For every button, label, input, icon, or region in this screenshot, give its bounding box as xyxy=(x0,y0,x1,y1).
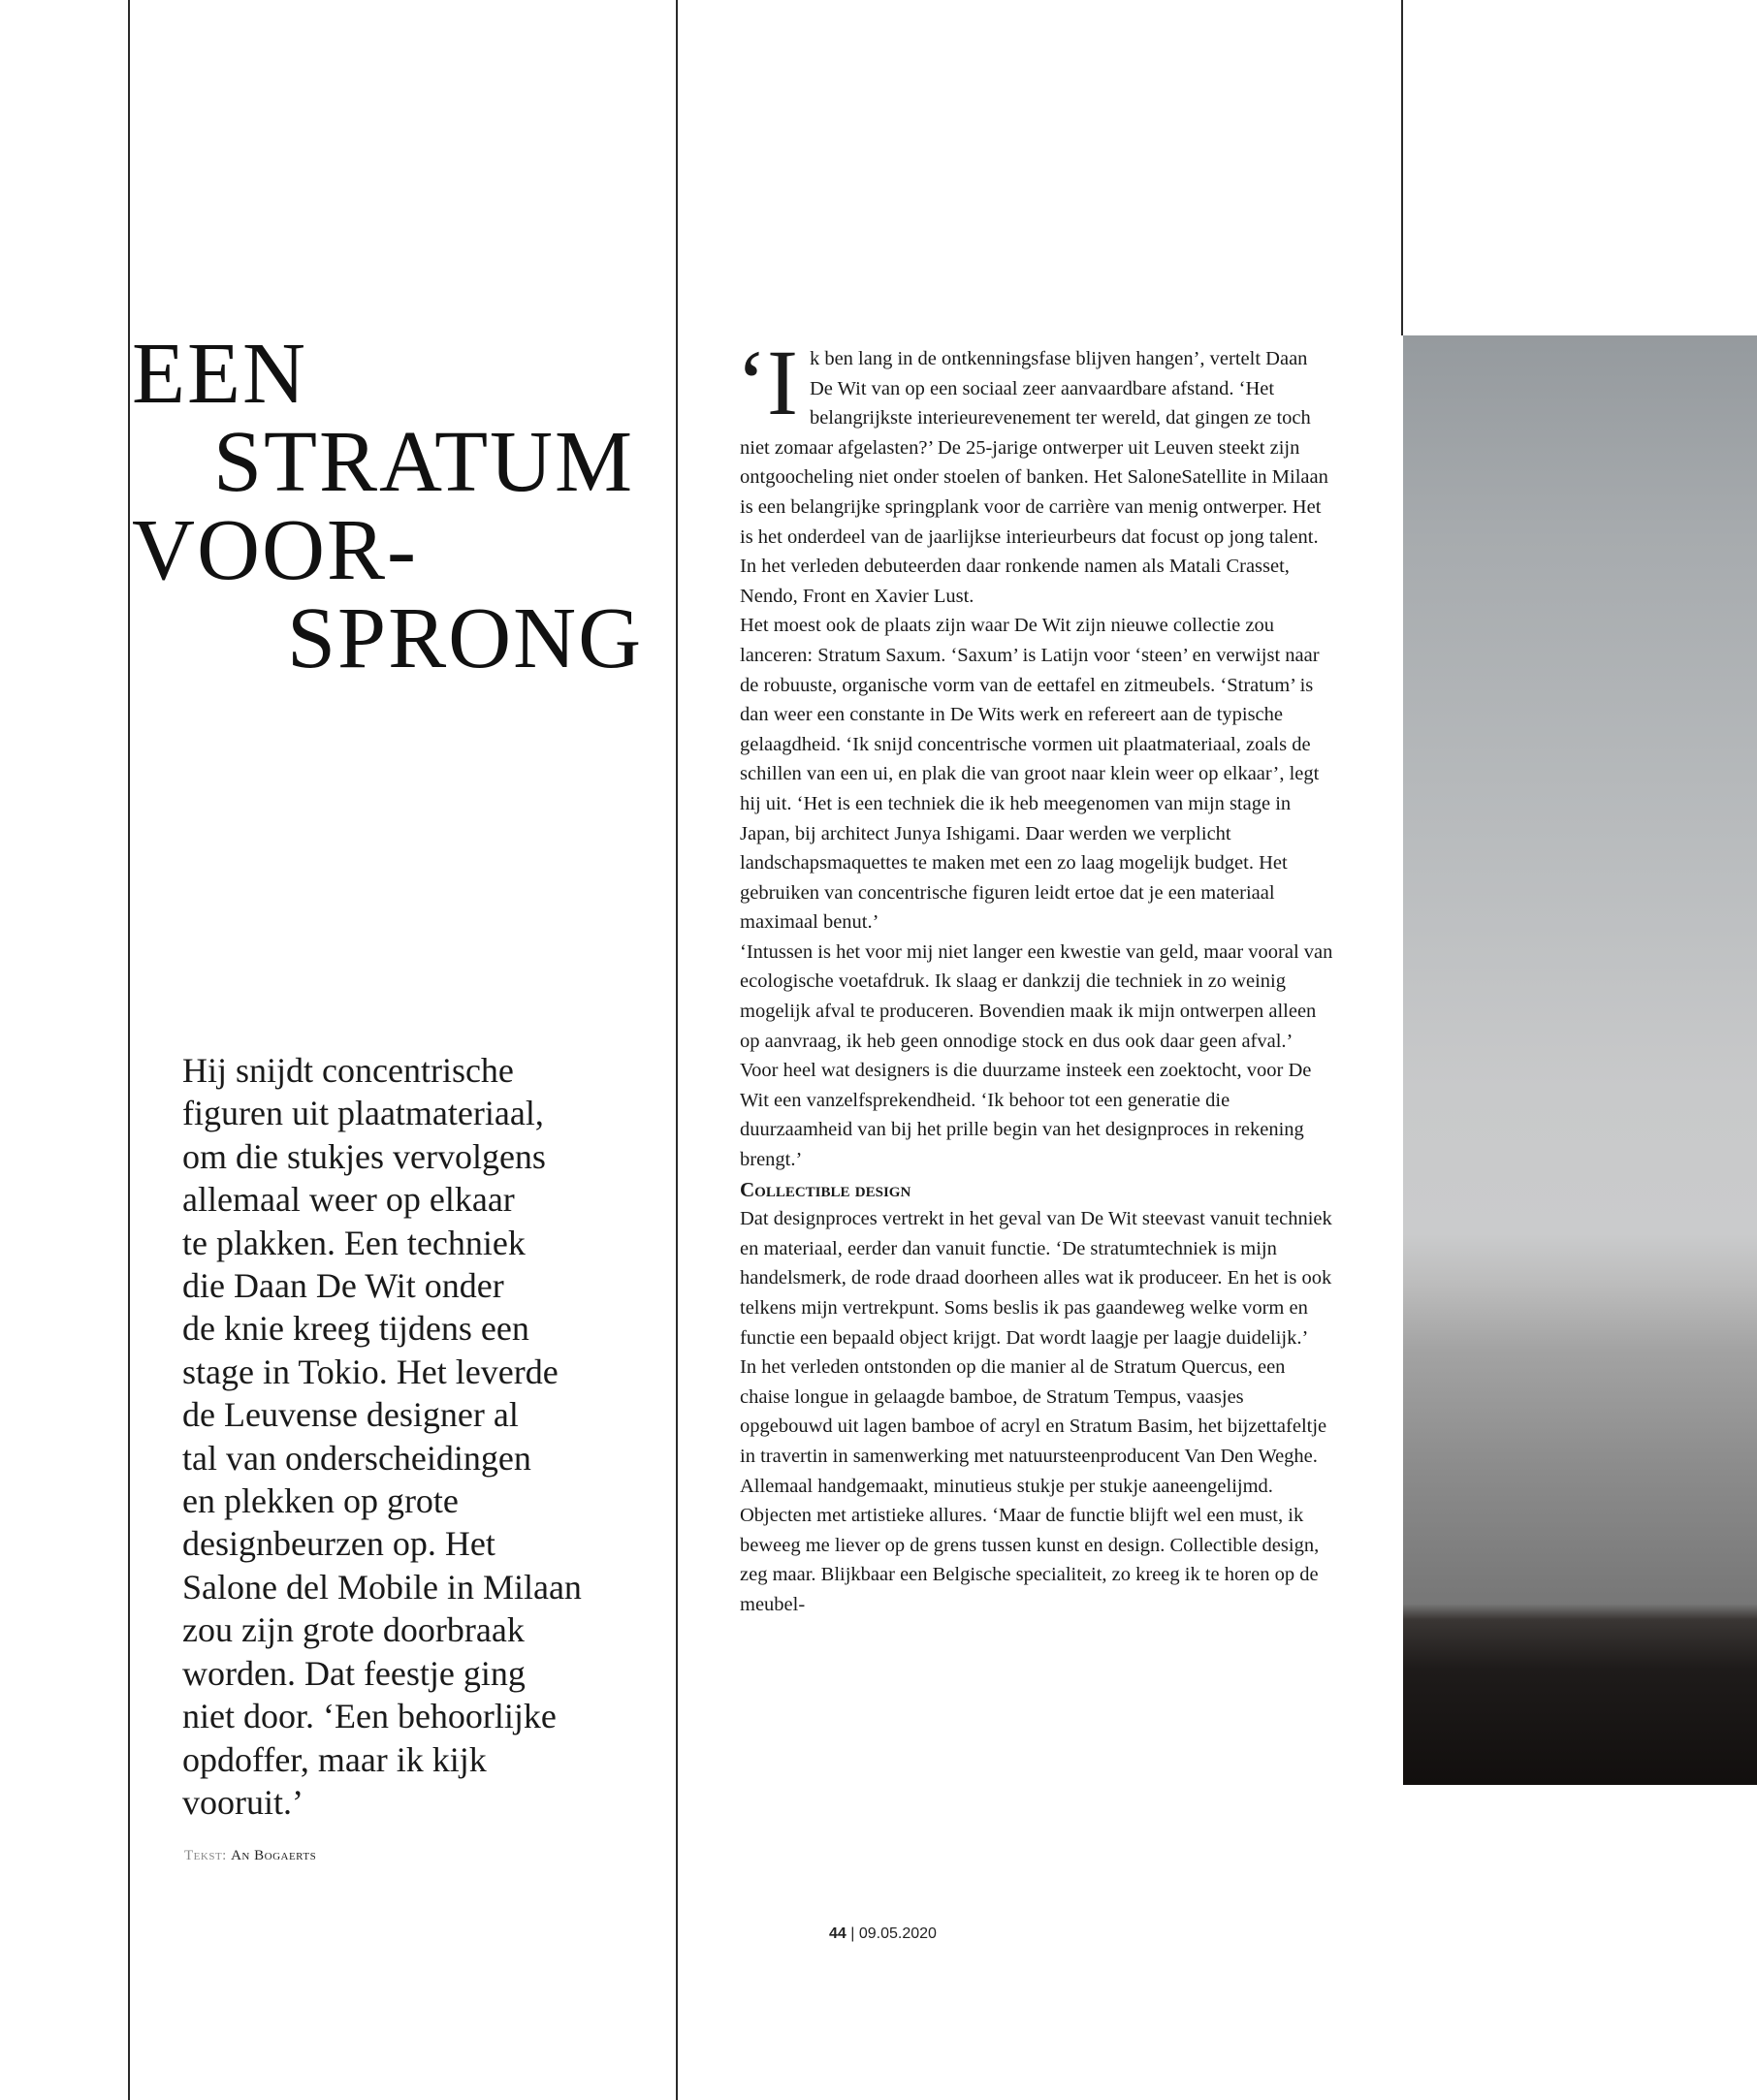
intro-line: worden. Dat feestje ging xyxy=(182,1653,526,1693)
byline-author: An Bogaerts xyxy=(231,1848,317,1863)
intro-line: stage in Tokio. Het leverde xyxy=(182,1352,559,1391)
intro-line: om die stukjes vervolgens xyxy=(182,1136,546,1176)
intro-line: te plakken. Een techniek xyxy=(182,1223,526,1262)
paragraph-text: k ben lang in de ontkenningsfase blijven hangen’, vertelt Daan De Wit van op een sociaal zeer aanvaardbare afstand. ‘Het belangrijkste interieurevenement ter wereld, dat gingen ze toch niet zomaar afgelasten?’ De 25-jarige ontwerper uit Leuven steekt zijn ontgoocheling niet onder stoelen of banken. Het SaloneSatellite in Milaan is een belangrijke springplank voor de carrière van menig ontwerper. Het is het onderdeel van de jaarlijkse interieurbeurs dat focust op jong talent. In het verleden debuteerden daar ronkende namen als Matali Crasset, Nendo, Front en Xavier Lust. xyxy=(740,348,1328,607)
byline-label: Tekst: xyxy=(184,1848,227,1863)
page-folio xyxy=(829,1925,937,1943)
intro-line: Hij snijdt concentrische xyxy=(182,1051,514,1090)
intro-line: Salone del Mobile in Milaan xyxy=(182,1567,582,1607)
intro-line: figuren uit plaatmateriaal, xyxy=(182,1094,544,1133)
headline-line-1: EEN xyxy=(132,326,307,422)
intro-lede xyxy=(182,1049,638,1824)
intro-line: opdoffer, maar ik kijk xyxy=(182,1739,487,1779)
headline-line-2: STRATUM xyxy=(213,414,635,510)
intro-line: tal van onderscheidingen xyxy=(182,1438,531,1478)
folio-separator: | xyxy=(850,1925,855,1942)
column-rule-left xyxy=(128,0,130,2100)
intro-line: allemaal weer op elkaar xyxy=(182,1180,515,1220)
article-paragraph-4: Dat designproces vertrekt in het geval van De Wit steevast vanuit techniek en materiaal, eerder dan vanuit functie. ‘De stratumtechniek is mijn handelsmerk, de rode draad doorheen alles wat ik produceer. En het is ook telkens mijn vertrekpunt. Soms beslis ik pas gaandeweg welke vorm en functie een bepaald object krijgt. Dat wordt laagje per laagje duidelijk.’ xyxy=(740,1208,1332,1349)
page-number: 44 xyxy=(829,1925,847,1942)
column-rule-right xyxy=(1401,0,1403,335)
byline xyxy=(184,1848,316,1864)
issue-date: 09.05.2020 xyxy=(858,1925,937,1942)
intro-line: zou zijn grote doorbraak xyxy=(182,1610,525,1650)
intro-line: die Daan De Wit onder xyxy=(182,1266,504,1306)
column-rule-middle xyxy=(676,0,678,2100)
headline xyxy=(132,326,644,686)
article-paragraph-2: Het moest ook de plaats zijn waar De Wit zijn nieuwe collectie zou lanceren: Stratum Saxum. ‘Saxum’ is Latijn voor ‘steen’ en verwijst naar de robuuste, organische vorm van de eettafel en zitmeubels. ‘Stratum’ is dan weer een constante in De Wits werk en refereert aan de typische gelaagdheid. ‘Ik snijd concentrische vormen uit plaatmateriaal, zoals de schillen van een ui, en plak die van groot naar klein weer op elkaar’, legt hij uit. ‘Het is een techniek die ik heb meegenomen van mijn stage in Japan, bij architect Junya Ishigami. Daar werden we verplicht landschapsmaquettes te maken met een zo laag mogelijk budget. Het gebruiken van concentrische figuren leidt ertoe dat je een materiaal maximaal benut.’ xyxy=(740,615,1320,934)
intro-line: designbeurzen op. Het xyxy=(182,1524,495,1564)
intro-line: niet door. ‘Een behoorlijke xyxy=(182,1697,557,1736)
headline-line-3: VOOR- xyxy=(132,502,418,598)
intro-line: de knie kreeg tijdens een xyxy=(182,1309,529,1349)
article-paragraph-1 xyxy=(736,331,1333,611)
photo-stone-landscape xyxy=(1403,335,1757,1785)
article-body xyxy=(736,331,1333,1620)
headline-line-4: SPRONG xyxy=(287,590,644,686)
intro-line: vooruit.’ xyxy=(182,1782,303,1822)
intro-line: de Leuvense designer al xyxy=(182,1395,519,1435)
article-subheading: Collectible design xyxy=(740,1177,911,1201)
article-paragraph-3: ‘Intussen is het voor mij niet langer een kwestie van geld, maar vooral van ecologische voetafdruk. Ik slaag er dankzij die techniek in zo weinig mogelijk afval te produceren. Bovendien maak ik mijn ontwerpen alleen op aanvraag, ik heb geen onnodige stock en dus ook daar geen afval.’ Voor heel wat designers is die duurzame insteek een zoektocht, voor De Wit een vanzelfsprekendheid. ‘Ik behoor tot een generatie die duurzaamheid van bij het prille begin van het designproces in rekening brengt.’ xyxy=(740,940,1333,1171)
intro-line: en plekken op grote xyxy=(182,1481,459,1521)
article-paragraph-5: In het verleden ontstonden op die manier al de Stratum Quercus, een chaise longue in gelaagde bamboe, de Stratum Tempus, vaasjes opgebouwd uit lagen bamboe of acryl en Stratum Basim, het bijzettafeltje in travertin in samenwerking met natuursteenproducent Van Den Weghe. Allemaal handgemaakt, minutieus stukje per stukje aaneengelijmd. Objecten met artistieke allures. ‘Maar de functie blijft wel een must, ik beweeg me liever op de grens tussen kunst en design. Collectible design, zeg maar. Blijkbaar een Belgische specialiteit, zo kreeg ik te horen op de meubel- xyxy=(740,1356,1327,1615)
drop-cap: ‘I xyxy=(736,331,798,434)
